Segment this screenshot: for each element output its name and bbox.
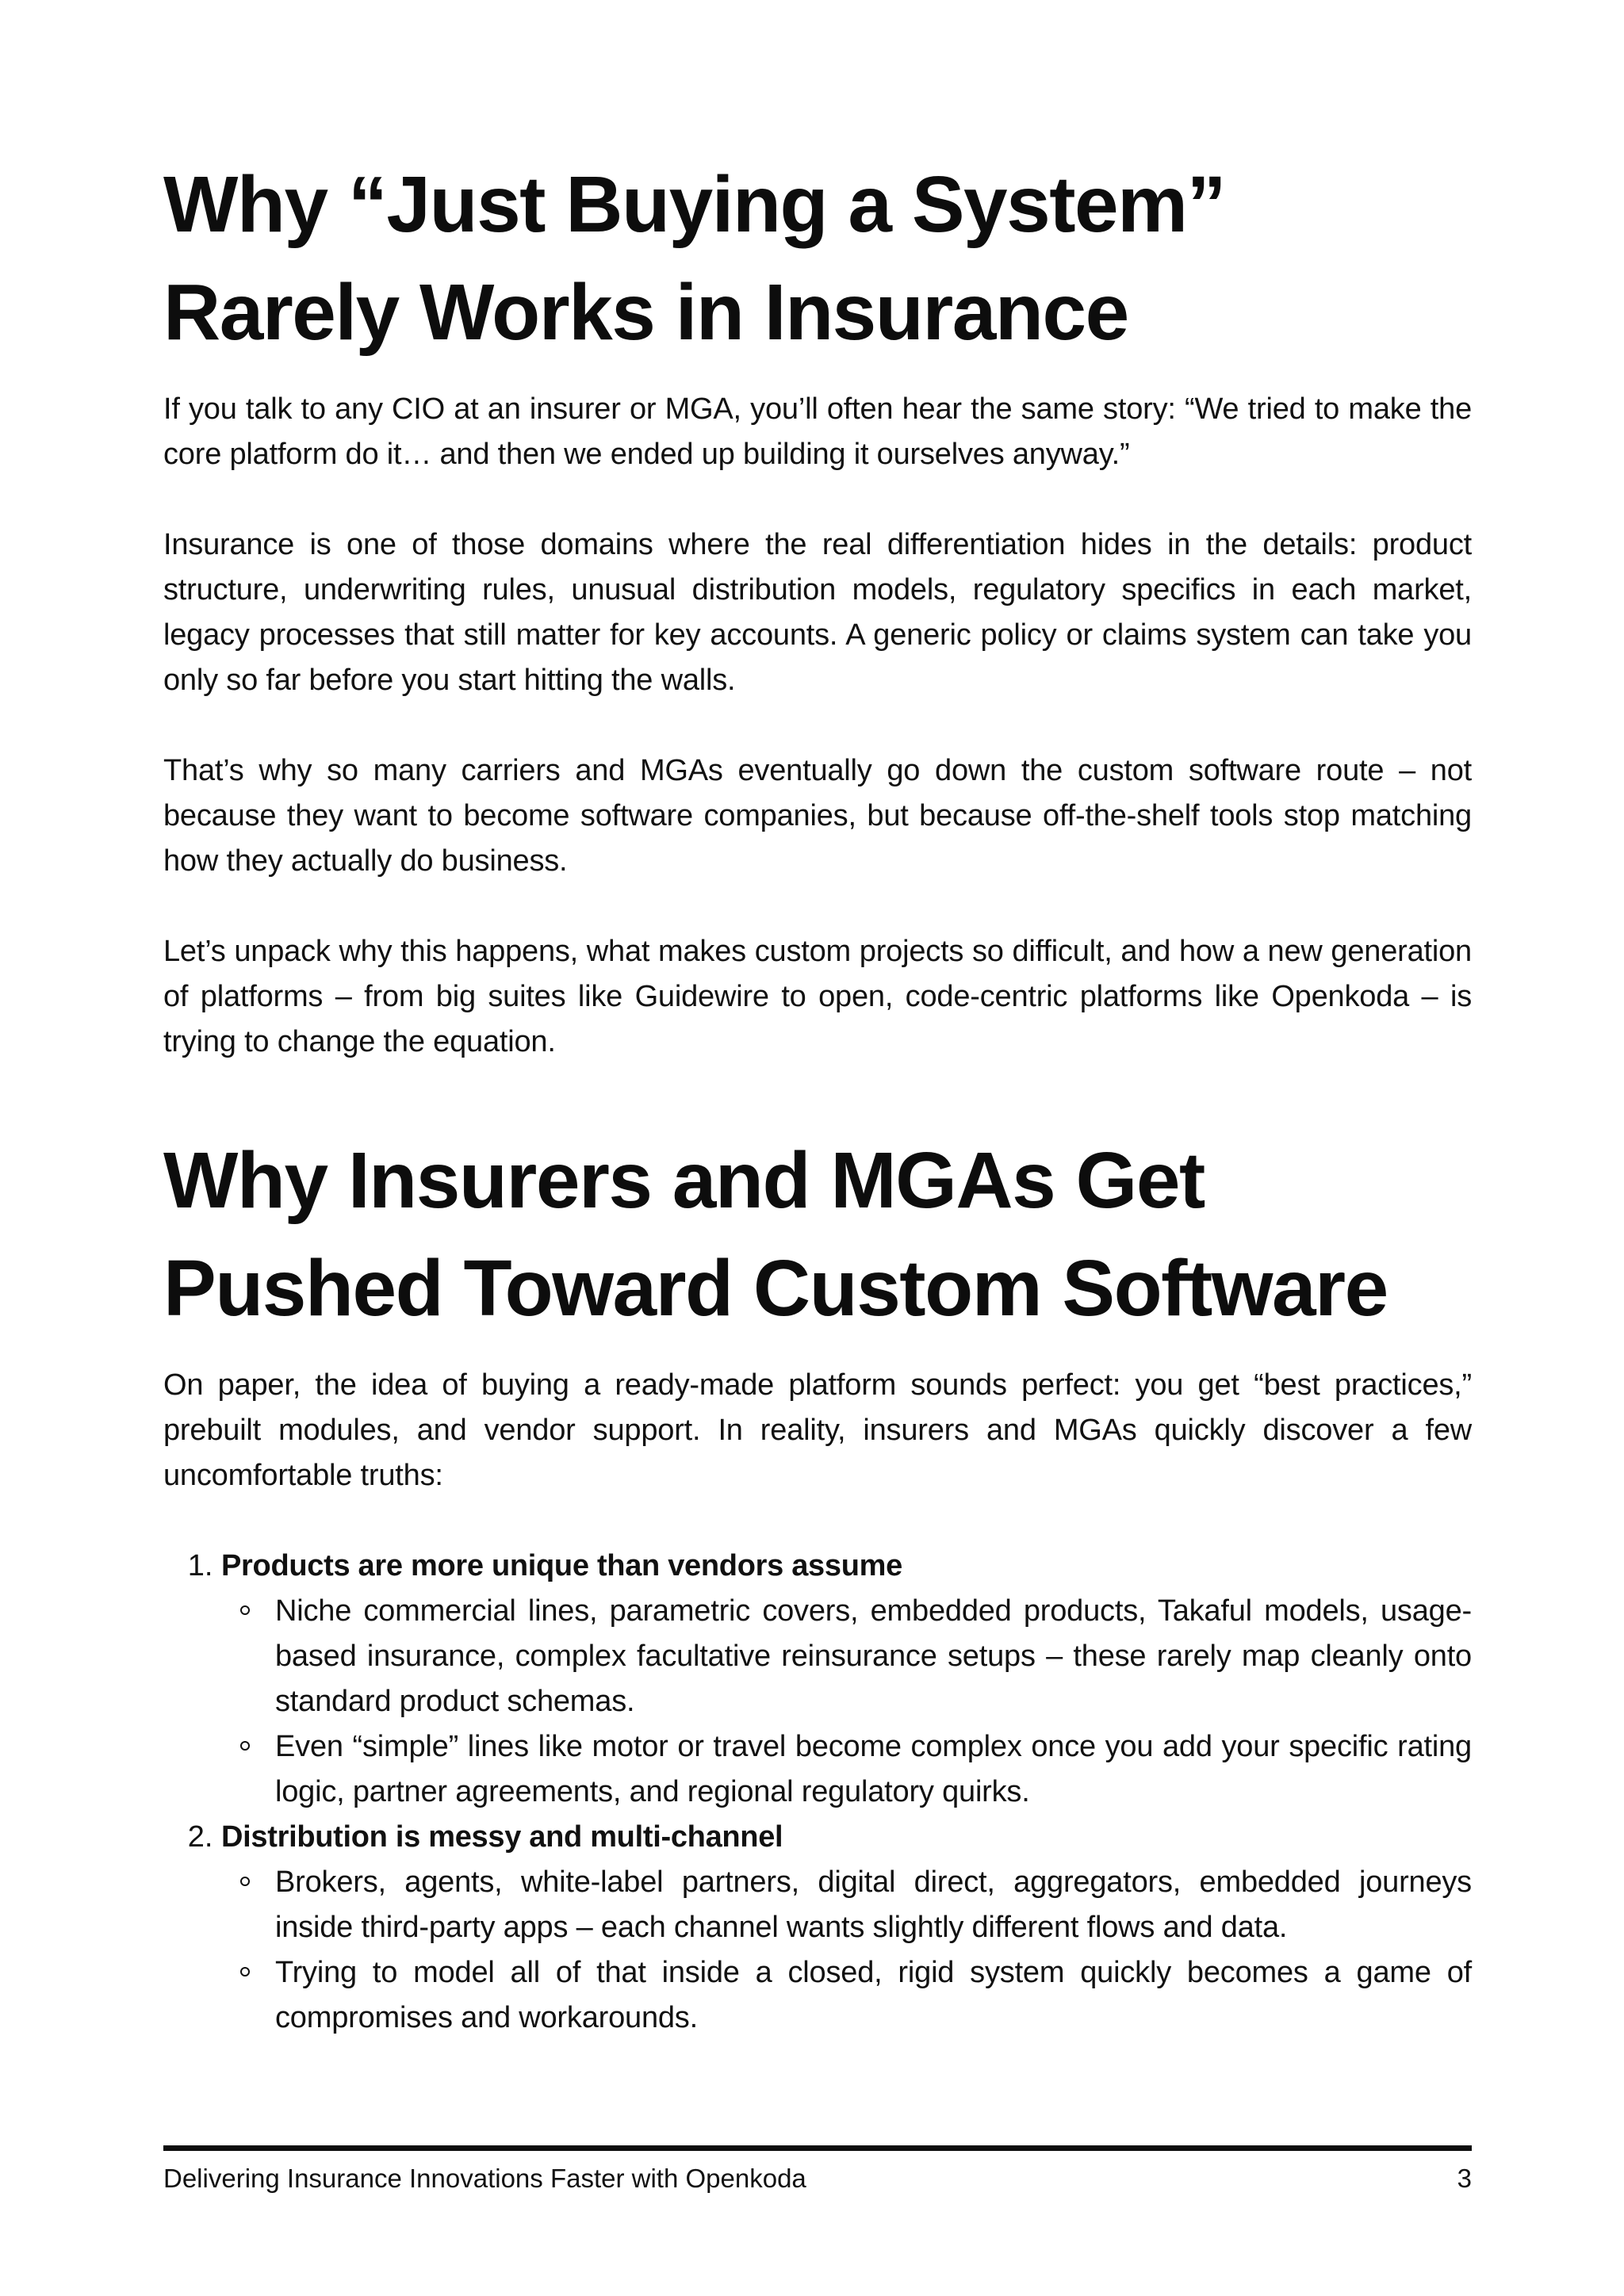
bullet-item <box>275 1950 1472 2041</box>
bullet-item <box>275 1860 1472 1950</box>
page-footer <box>163 2145 1472 2197</box>
section-heading-2: Why Insurers and MGAs Get Pushed Toward Custom Software <box>163 1136 1388 1333</box>
list-item <box>221 1815 1472 2041</box>
section-heading-1: Why “Just Buying a System” Rarely Works in Insurance <box>163 160 1226 357</box>
page-number: 3 <box>1457 2164 1472 2193</box>
list-item-title: Products are more unique than vendors assume <box>221 1549 902 1582</box>
bullet-item <box>275 1724 1472 1815</box>
hollow-circle-bullet-icon <box>240 1967 250 1976</box>
bullet-list <box>221 1860 1472 2041</box>
paragraph: Insurance is one of those domains where the real differentiation hides in the details: product structure, underwriting rules, unusual distribution models, regulatory specifics in each market, legacy processes that still matter for key accounts. A generic policy or claims system can take you only so far before you start hitting the walls. <box>163 528 1472 697</box>
paragraph: If you talk to any CIO at an insurer or MGA, you’ll often hear the same story: “We tried to make the core platform do it… and then we ended up building it ourselves anyway.” <box>163 392 1472 471</box>
footer-divider <box>163 2145 1472 2151</box>
bullet-text: Brokers, agents, white-label partners, digital direct, aggregators, embedded journeys inside third-party apps – each channel wants slightly different flows and data. <box>275 1866 1472 1944</box>
footer-title: Delivering Insurance Innovations Faster with Openkoda <box>163 2164 806 2193</box>
page-content <box>163 151 1472 2041</box>
bullet-item <box>275 1589 1472 1724</box>
numbered-list <box>163 1544 1472 2041</box>
hollow-circle-bullet-icon <box>240 1741 250 1751</box>
bullet-text: Even “simple” lines like motor or travel become complex once you add your specific rating logic, partner agreements, and regional regulatory quirks. <box>275 1730 1472 1808</box>
hollow-circle-bullet-icon <box>240 1605 250 1615</box>
bullet-list <box>221 1589 1472 1815</box>
list-item <box>221 1544 1472 1815</box>
bullet-text: Niche commercial lines, parametric covers, embedded products, Takaful models, usage-based insurance, complex facultative reinsurance setups – these rarely map cleanly onto standard product schemas. <box>275 1594 1472 1718</box>
hollow-circle-bullet-icon <box>240 1877 250 1886</box>
footer-row <box>163 2160 1472 2197</box>
list-item-title: Distribution is messy and multi-channel <box>221 1820 783 1854</box>
paragraph: That’s why so many carriers and MGAs eventually go down the custom software route – not because they want to become software companies, but because off-the-shelf tools stop matching how they actually do business. <box>163 754 1472 878</box>
paragraph: On paper, the idea of buying a ready-made platform sounds perfect: you get “best practices,” prebuilt modules, and vendor support. In reality, insurers and MGAs quickly discover a few uncomfortable truths: <box>163 1368 1472 1492</box>
bullet-text: Trying to model all of that inside a closed, rigid system quickly becomes a game of compromises and workarounds. <box>275 1956 1472 2034</box>
paragraph: Let’s unpack why this happens, what makes custom projects so difficult, and how a new generation of platforms – from big suites like Guidewire to open, code-centric platforms like Openkoda – is trying to change the equation. <box>163 935 1472 1058</box>
